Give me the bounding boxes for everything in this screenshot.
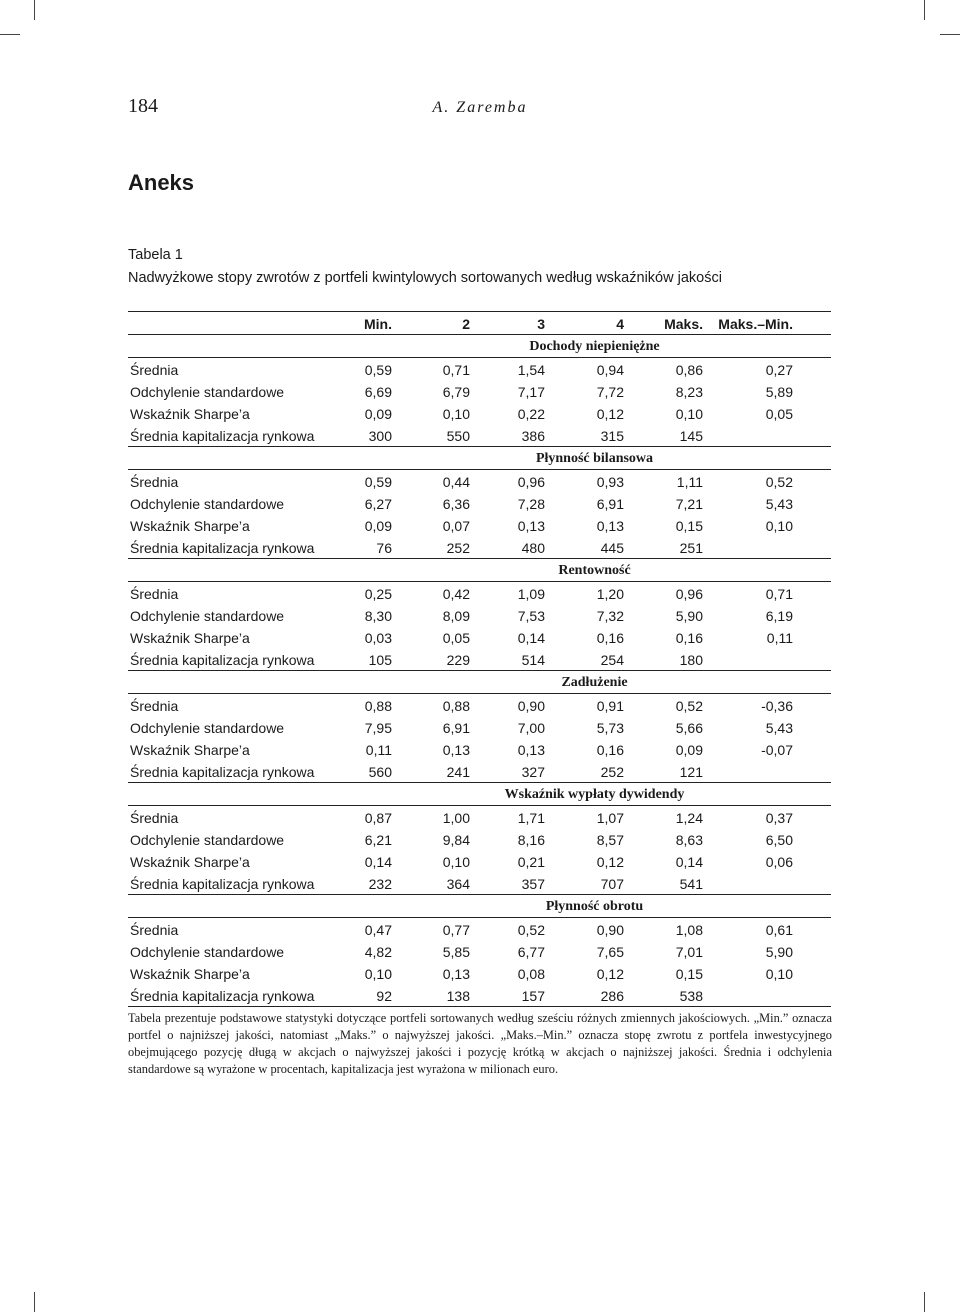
row-label: Średnia xyxy=(130,922,179,938)
section-title: Aneks xyxy=(128,170,195,195)
table-cell: 145 xyxy=(679,428,703,444)
table-cell: 138 xyxy=(446,988,470,1004)
table-row xyxy=(128,918,831,940)
row-label: Wskaźnik Sharpe’a xyxy=(130,406,250,422)
table-cell: 6,69 xyxy=(364,384,392,400)
column-header: 3 xyxy=(537,316,545,332)
table-cell: 121 xyxy=(679,764,703,780)
panel-title: Płynność bilansowa xyxy=(535,451,654,466)
column-header: 4 xyxy=(616,316,624,332)
table-cell: 6,91 xyxy=(596,496,624,512)
table-cell: 8,16 xyxy=(517,832,545,848)
panel-title: Wskaźnik wypłaty dywidendy xyxy=(504,787,685,802)
table-cell: 707 xyxy=(600,876,624,892)
row-label: Średnia kapitalizacja rynkowa xyxy=(130,988,315,1004)
table-cell: 92 xyxy=(376,988,392,1004)
table-cell: 0,52 xyxy=(675,698,703,714)
table-cell: 0,16 xyxy=(596,742,624,758)
table-cell: 364 xyxy=(446,876,470,892)
row-label: Odchylenie standardowe xyxy=(130,496,285,512)
row-label: Średnia kapitalizacja rynkowa xyxy=(130,652,315,668)
table-row xyxy=(128,694,831,716)
table-cell: 7,53 xyxy=(517,608,545,624)
table-row xyxy=(128,514,831,536)
table-row xyxy=(128,358,831,380)
panel-title-row xyxy=(128,895,831,918)
row-label: Średnia kapitalizacja rynkowa xyxy=(130,876,315,892)
table-cell: 6,36 xyxy=(442,496,470,512)
table-cell: 8,63 xyxy=(675,832,703,848)
crop-mark-bottom-left-vertical xyxy=(34,1292,35,1312)
table-cell: 1,07 xyxy=(596,810,624,826)
table-cell: 8,23 xyxy=(675,384,703,400)
table-cell: 0,07 xyxy=(442,518,470,534)
table-row xyxy=(128,604,831,626)
crop-mark-top-left-vertical xyxy=(34,0,35,20)
row-label: Średnia kapitalizacja rynkowa xyxy=(130,540,315,556)
table-cell: -0,36 xyxy=(761,698,793,714)
row-label: Średnia kapitalizacja rynkowa xyxy=(130,764,315,780)
row-label: Średnia xyxy=(130,474,179,490)
table-cell: 5,73 xyxy=(596,720,624,736)
table-cell: 514 xyxy=(521,652,545,668)
table-cell: 1,54 xyxy=(517,362,545,378)
table-cell: 0,37 xyxy=(765,810,793,826)
table-cell: 327 xyxy=(521,764,545,780)
column-header: 2 xyxy=(462,316,470,332)
table-cell: 229 xyxy=(446,652,470,668)
table-cell: 0,52 xyxy=(765,474,793,490)
table-cell: 0,14 xyxy=(675,854,703,870)
table-label: Tabela 1 xyxy=(128,247,183,263)
table-cell: 7,95 xyxy=(364,720,392,736)
table-row xyxy=(128,536,831,559)
table-row xyxy=(128,984,831,1007)
table-cell: 0,13 xyxy=(517,742,545,758)
table-cell: 5,43 xyxy=(765,496,793,512)
table-cell: 1,09 xyxy=(517,586,545,602)
table-cell: 6,77 xyxy=(517,944,545,960)
table-cell: 0,10 xyxy=(442,406,470,422)
table-row xyxy=(128,626,831,648)
row-label: Odchylenie standardowe xyxy=(130,608,285,624)
table-row xyxy=(128,738,831,760)
table-cell: 0,42 xyxy=(442,586,470,602)
table-cell: 0,86 xyxy=(675,362,703,378)
table-cell: 1,00 xyxy=(442,810,470,826)
row-label: Średnia xyxy=(130,586,179,602)
table-cell: 0,10 xyxy=(765,518,793,534)
table-cell: 252 xyxy=(600,764,624,780)
table-cell: 0,59 xyxy=(364,362,392,378)
table-row xyxy=(128,492,831,514)
table-cell: 0,11 xyxy=(766,630,793,646)
table-row xyxy=(128,470,831,492)
crop-mark-bottom-right-vertical xyxy=(924,1292,925,1312)
panel-title-row xyxy=(128,559,831,582)
table-cell: 7,32 xyxy=(596,608,624,624)
table-cell: 157 xyxy=(521,988,545,1004)
row-label: Średnia xyxy=(130,810,179,826)
table-cell: 0,16 xyxy=(596,630,624,646)
table-cell: 5,89 xyxy=(765,384,793,400)
table-cell: 1,24 xyxy=(675,810,703,826)
table-cell: 9,84 xyxy=(442,832,470,848)
table-cell: 241 xyxy=(446,764,470,780)
table-cell: 180 xyxy=(679,652,703,668)
table-cell: 0,09 xyxy=(364,406,392,422)
table-cell: 0,05 xyxy=(765,406,793,422)
table-cell: 0,13 xyxy=(442,966,470,982)
table-cell: 0,71 xyxy=(442,362,470,378)
table-row xyxy=(128,872,831,895)
table-cell: 445 xyxy=(600,540,624,556)
row-label: Odchylenie standardowe xyxy=(130,944,285,960)
table-cell: 0,91 xyxy=(596,698,624,714)
table-cell: 6,79 xyxy=(442,384,470,400)
table-cell: 105 xyxy=(368,652,392,668)
table-cell: 0,11 xyxy=(365,742,392,758)
table-row xyxy=(128,582,831,604)
table-cell: 1,11 xyxy=(676,474,703,490)
table-cell: 7,17 xyxy=(517,384,545,400)
table-caption: Nadwyżkowe stopy zwrotów z portfeli kwintylowych sortowanych według wskaźników jakości xyxy=(128,270,722,286)
table-cell: 0,21 xyxy=(517,854,545,870)
table-cell: 0,88 xyxy=(364,698,392,714)
row-label: Odchylenie standardowe xyxy=(130,832,285,848)
table-note: Tabela prezentuje podstawowe statystyki dotyczące portfeli sortowanych według sześciu różnych zmiennych jakościowych. „Min.” oznacza portfel o najniższej jakości, natomiast „Maks.” o najwyższej jakości. „Maks.–Min.” oznacza stopę zwrotu z portfela inwestycyjnego obejmującego pozycję długą w akcjach o najwyższej jakości i pozycję krótką w akcjach o najniższej jakości. Średnia i odchylenia standardowe są wyrażone w procentach, kapitalizacja jest wyrażona w milionach euro. xyxy=(128,1011,832,1076)
panel-title: Dochody niepieniężne xyxy=(529,339,660,354)
table-cell: -0,07 xyxy=(761,742,793,758)
table-cell: 251 xyxy=(679,540,703,556)
table-cell: 0,77 xyxy=(442,922,470,938)
table-cell: 76 xyxy=(376,540,392,556)
table-cell: 541 xyxy=(679,876,703,892)
table-cell: 315 xyxy=(600,428,624,444)
table-cell: 8,57 xyxy=(596,832,624,848)
table-cell: 0,22 xyxy=(517,406,545,422)
panel-title-row xyxy=(128,335,831,358)
table-header-row xyxy=(128,311,831,335)
table-cell: 7,65 xyxy=(596,944,624,960)
table-cell: 0,52 xyxy=(517,922,545,938)
table-cell: 0,10 xyxy=(765,966,793,982)
column-header: Min. xyxy=(364,316,392,332)
panel-title: Płynność obrotu xyxy=(545,899,644,914)
table-cell: 0,90 xyxy=(596,922,624,938)
table-cell: 5,66 xyxy=(675,720,703,736)
table-row xyxy=(128,716,831,738)
table-cell: 0,94 xyxy=(596,362,624,378)
row-label: Wskaźnik Sharpe’a xyxy=(130,742,250,758)
data-table xyxy=(128,311,831,1007)
table-cell: 560 xyxy=(368,764,392,780)
table-row xyxy=(128,380,831,402)
row-label: Średnia xyxy=(130,698,179,714)
table-cell: 8,09 xyxy=(442,608,470,624)
table-cell: 1,71 xyxy=(517,810,545,826)
table-cell: 0,47 xyxy=(364,922,392,938)
table-cell: 0,05 xyxy=(442,630,470,646)
table-cell: 5,43 xyxy=(765,720,793,736)
row-label: Wskaźnik Sharpe’a xyxy=(130,966,250,982)
table-cell: 6,19 xyxy=(765,608,793,624)
table-cell: 480 xyxy=(521,540,545,556)
table-cell: 6,27 xyxy=(364,496,392,512)
table-cell: 0,61 xyxy=(765,922,793,938)
column-header: Maks. xyxy=(664,316,703,332)
panel-title-row xyxy=(128,671,831,694)
table-cell: 1,08 xyxy=(675,922,703,938)
table-cell: 0,08 xyxy=(517,966,545,982)
table-cell: 1,20 xyxy=(596,586,624,602)
table-cell: 0,06 xyxy=(765,854,793,870)
table-cell: 0,96 xyxy=(517,474,545,490)
panel-title: Zadłużenie xyxy=(561,675,628,690)
table-cell: 0,09 xyxy=(364,518,392,534)
row-label: Średnia kapitalizacja rynkowa xyxy=(130,428,315,444)
table-cell: 0,03 xyxy=(364,630,392,646)
table-cell: 7,72 xyxy=(596,384,624,400)
table-cell: 6,91 xyxy=(442,720,470,736)
table-cell: 0,12 xyxy=(596,966,624,982)
table-cell: 5,90 xyxy=(675,608,703,624)
table-cell: 252 xyxy=(446,540,470,556)
table-cell: 0,93 xyxy=(596,474,624,490)
table-cell: 7,00 xyxy=(517,720,545,736)
table-cell: 386 xyxy=(521,428,545,444)
table-row xyxy=(128,424,831,447)
table-row xyxy=(128,828,831,850)
row-label: Odchylenie standardowe xyxy=(130,384,285,400)
row-label: Odchylenie standardowe xyxy=(130,720,285,736)
table-cell: 0,87 xyxy=(364,810,392,826)
table-row xyxy=(128,850,831,872)
table-cell: 538 xyxy=(679,988,703,1004)
table-cell: 0,59 xyxy=(364,474,392,490)
table-cell: 0,13 xyxy=(517,518,545,534)
table-cell: 0,15 xyxy=(675,966,703,982)
table-cell: 300 xyxy=(368,428,392,444)
row-label: Średnia xyxy=(130,362,179,378)
table-cell: 0,16 xyxy=(675,630,703,646)
table-cell: 357 xyxy=(521,876,545,892)
table-cell: 0,96 xyxy=(675,586,703,602)
table-cell: 254 xyxy=(600,652,624,668)
row-label: Wskaźnik Sharpe’a xyxy=(130,518,250,534)
panel-title-row xyxy=(128,447,831,470)
table-cell: 7,21 xyxy=(675,496,703,512)
table-cell: 0,25 xyxy=(364,586,392,602)
table-cell: 0,12 xyxy=(596,854,624,870)
crop-mark-top-right-horizontal xyxy=(940,34,960,35)
table-cell: 5,90 xyxy=(765,944,793,960)
crop-mark-top-right-vertical xyxy=(924,0,925,20)
panel-title-row xyxy=(128,783,831,806)
table-row xyxy=(128,962,831,984)
row-label: Wskaźnik Sharpe’a xyxy=(130,630,250,646)
table-cell: 7,28 xyxy=(517,496,545,512)
table-cell: 0,88 xyxy=(442,698,470,714)
table-cell: 0,12 xyxy=(596,406,624,422)
table-cell: 0,10 xyxy=(364,966,392,982)
table-row xyxy=(128,402,831,424)
table-cell: 6,21 xyxy=(364,832,392,848)
table-cell: 0,14 xyxy=(364,854,392,870)
column-header: Maks.–Min. xyxy=(718,316,793,332)
table-cell: 0,10 xyxy=(675,406,703,422)
table-cell: 6,50 xyxy=(765,832,793,848)
table-cell: 0,15 xyxy=(675,518,703,534)
table-cell: 0,09 xyxy=(675,742,703,758)
table-cell: 0,10 xyxy=(442,854,470,870)
table-cell: 5,85 xyxy=(442,944,470,960)
table-cell: 4,82 xyxy=(364,944,392,960)
table-cell: 0,71 xyxy=(765,586,793,602)
table-cell: 286 xyxy=(600,988,624,1004)
panel-title: Rentowność xyxy=(558,563,631,578)
table-cell: 0,90 xyxy=(517,698,545,714)
table-cell: 0,13 xyxy=(596,518,624,534)
table-row xyxy=(128,806,831,828)
table-cell: 232 xyxy=(368,876,392,892)
table-cell: 0,13 xyxy=(442,742,470,758)
table-cell: 550 xyxy=(446,428,470,444)
table-cell: 0,44 xyxy=(442,474,470,490)
crop-mark-top-left-horizontal xyxy=(0,34,20,35)
table-row xyxy=(128,940,831,962)
row-label: Wskaźnik Sharpe’a xyxy=(130,854,250,870)
table-row xyxy=(128,648,831,671)
running-head: A. Zaremba xyxy=(432,99,528,116)
table-cell: 0,14 xyxy=(517,630,545,646)
table-cell: 0,27 xyxy=(765,362,793,378)
table-row xyxy=(128,760,831,783)
page-number: 184 xyxy=(128,95,158,117)
table-cell: 8,30 xyxy=(364,608,392,624)
table-cell: 7,01 xyxy=(675,944,703,960)
